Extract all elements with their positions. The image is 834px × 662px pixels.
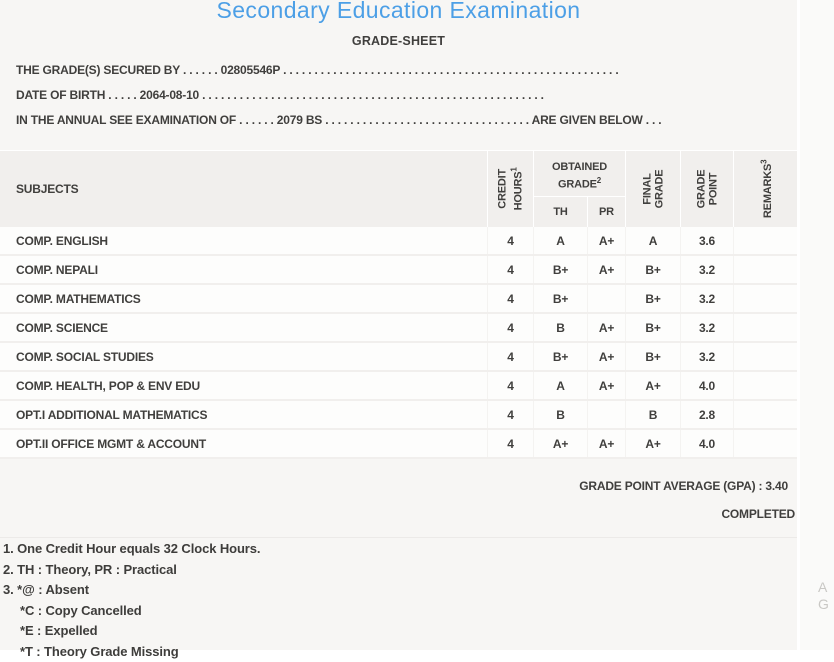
header-obtained-grade: OBTAINED GRADE$^2$ <box>533 151 625 196</box>
footnote-1: 1. One Credit Hour equals 32 Clock Hours. <box>0 539 797 560</box>
credit-cell: 4 <box>487 430 533 457</box>
subject-cell: COMP. HEALTH, POP & ENV EDU <box>0 372 487 399</box>
final-grade-cell: A <box>625 227 680 254</box>
theory-grade-cell: A+ <box>533 430 587 457</box>
table-header <box>0 150 797 227</box>
credit-cell: 4 <box>487 256 533 283</box>
header-theory: TH <box>533 196 587 227</box>
grade-point-cell: 3.6 <box>680 227 733 254</box>
remarks-cell <box>733 430 798 457</box>
header-practical: PR <box>587 196 625 227</box>
subject-cell: OPT.I ADDITIONAL MATHEMATICS <box>0 401 487 428</box>
candidate-info <box>0 58 797 133</box>
header-remarks: REMARKS$^3$ <box>733 151 798 227</box>
gpa-summary: GRADE POINT AVERAGE (GPA) : 3.40 <box>0 478 797 494</box>
remarks-cell <box>733 401 798 428</box>
grade-point-cell: 4.0 <box>680 430 733 457</box>
theory-grade-cell: B <box>533 401 587 428</box>
header-final-grade: FINAL GRADE <box>625 151 680 227</box>
remarks-cell <box>733 285 798 312</box>
remarks-cell <box>733 256 798 283</box>
practical-grade-cell <box>587 285 625 312</box>
table-row <box>0 227 797 256</box>
theory-grade-cell: B+ <box>533 256 587 283</box>
table-row <box>0 372 797 401</box>
footnote-3b: *C : Copy Cancelled <box>0 601 797 622</box>
credit-cell: 4 <box>487 372 533 399</box>
credit-cell: 4 <box>487 401 533 428</box>
remarks-cell <box>733 314 798 341</box>
header-credit-hours: CREDIT HOURS$^1$ <box>487 151 533 227</box>
remarks-cell <box>733 372 798 399</box>
clipped-text-fragment: A <box>818 579 827 595</box>
practical-grade-cell: A+ <box>587 372 625 399</box>
page-title: Secondary Education Examination <box>0 0 797 25</box>
practical-grade-cell: A+ <box>587 314 625 341</box>
footnote-3c: *E : Expelled <box>0 621 797 642</box>
clipped-text-fragment: G <box>818 596 829 612</box>
subject-cell: COMP. MATHEMATICS <box>0 285 487 312</box>
practical-grade-cell: A+ <box>587 256 625 283</box>
subject-cell: COMP. ENGLISH <box>0 227 487 254</box>
subject-cell: OPT.II OFFICE MGMT & ACCOUNT <box>0 430 487 457</box>
result-status: COMPLETED <box>0 506 797 522</box>
credit-cell: 4 <box>487 227 533 254</box>
remarks-cell <box>733 227 798 254</box>
table-row <box>0 343 797 372</box>
footnotes <box>0 538 797 662</box>
table-row <box>0 256 797 285</box>
right-edge-panel <box>800 0 834 650</box>
theory-grade-cell: B <box>533 314 587 341</box>
grade-table <box>0 150 797 459</box>
practical-grade-cell: A+ <box>587 430 625 457</box>
grade-point-cell: 3.2 <box>680 285 733 312</box>
secured-by-line: THE GRADE(S) SECURED BY . . . . . . 02805546P . . . . . . . . . . . . . . . . . . . . . . . . . . . . . . . . . . . . . . . . . . . . . . . . . . . . . . <box>0 58 797 83</box>
final-grade-cell: A+ <box>625 430 680 457</box>
theory-grade-cell: B+ <box>533 285 587 312</box>
table-row <box>0 285 797 314</box>
final-grade-cell: B+ <box>625 343 680 370</box>
examination-line: IN THE ANNUAL SEE EXAMINATION OF . . . . . . 2079 BS . . . . . . . . . . . . . . . . . . . . . . . . . . . . . . . . . ARE GIVEN BELOW . . . <box>0 108 797 133</box>
subject-cell: COMP. SCIENCE <box>0 314 487 341</box>
practical-grade-cell: A+ <box>587 227 625 254</box>
theory-grade-cell: A <box>533 372 587 399</box>
final-grade-cell: B <box>625 401 680 428</box>
header-subjects: SUBJECTS <box>0 151 487 227</box>
grade-point-cell: 2.8 <box>680 401 733 428</box>
practical-grade-cell: A+ <box>587 343 625 370</box>
credit-cell: 4 <box>487 285 533 312</box>
final-grade-cell: B+ <box>625 314 680 341</box>
subject-cell: COMP. SOCIAL STUDIES <box>0 343 487 370</box>
table-row <box>0 401 797 430</box>
grade-point-cell: 3.2 <box>680 256 733 283</box>
table-row <box>0 430 797 459</box>
final-grade-cell: B+ <box>625 285 680 312</box>
footnote-2: 2. TH : Theory, PR : Practical <box>0 560 797 581</box>
credit-cell: 4 <box>487 314 533 341</box>
table-row <box>0 314 797 343</box>
practical-grade-cell <box>587 401 625 428</box>
date-of-birth-line: DATE OF BIRTH . . . . . 2064-08-10 . . . . . . . . . . . . . . . . . . . . . . . . . . . . . . . . . . . . . . . . . . . . . . . . . . . . . . . <box>0 83 797 108</box>
credit-cell: 4 <box>487 343 533 370</box>
grade-point-cell: 3.2 <box>680 343 733 370</box>
subject-cell: COMP. NEPALI <box>0 256 487 283</box>
grade-point-cell: 4.0 <box>680 372 733 399</box>
grade-point-cell: 3.2 <box>680 314 733 341</box>
theory-grade-cell: A <box>533 227 587 254</box>
theory-grade-cell: B+ <box>533 343 587 370</box>
footnote-3: 3. *@ : Absent <box>0 580 797 601</box>
remarks-cell <box>733 343 798 370</box>
header-grade-point: GRADE POINT <box>680 151 733 227</box>
final-grade-cell: A+ <box>625 372 680 399</box>
final-grade-cell: B+ <box>625 256 680 283</box>
page-subtitle: GRADE-SHEET <box>0 33 797 49</box>
footnote-3d: *T : Theory Grade Missing <box>0 642 797 662</box>
